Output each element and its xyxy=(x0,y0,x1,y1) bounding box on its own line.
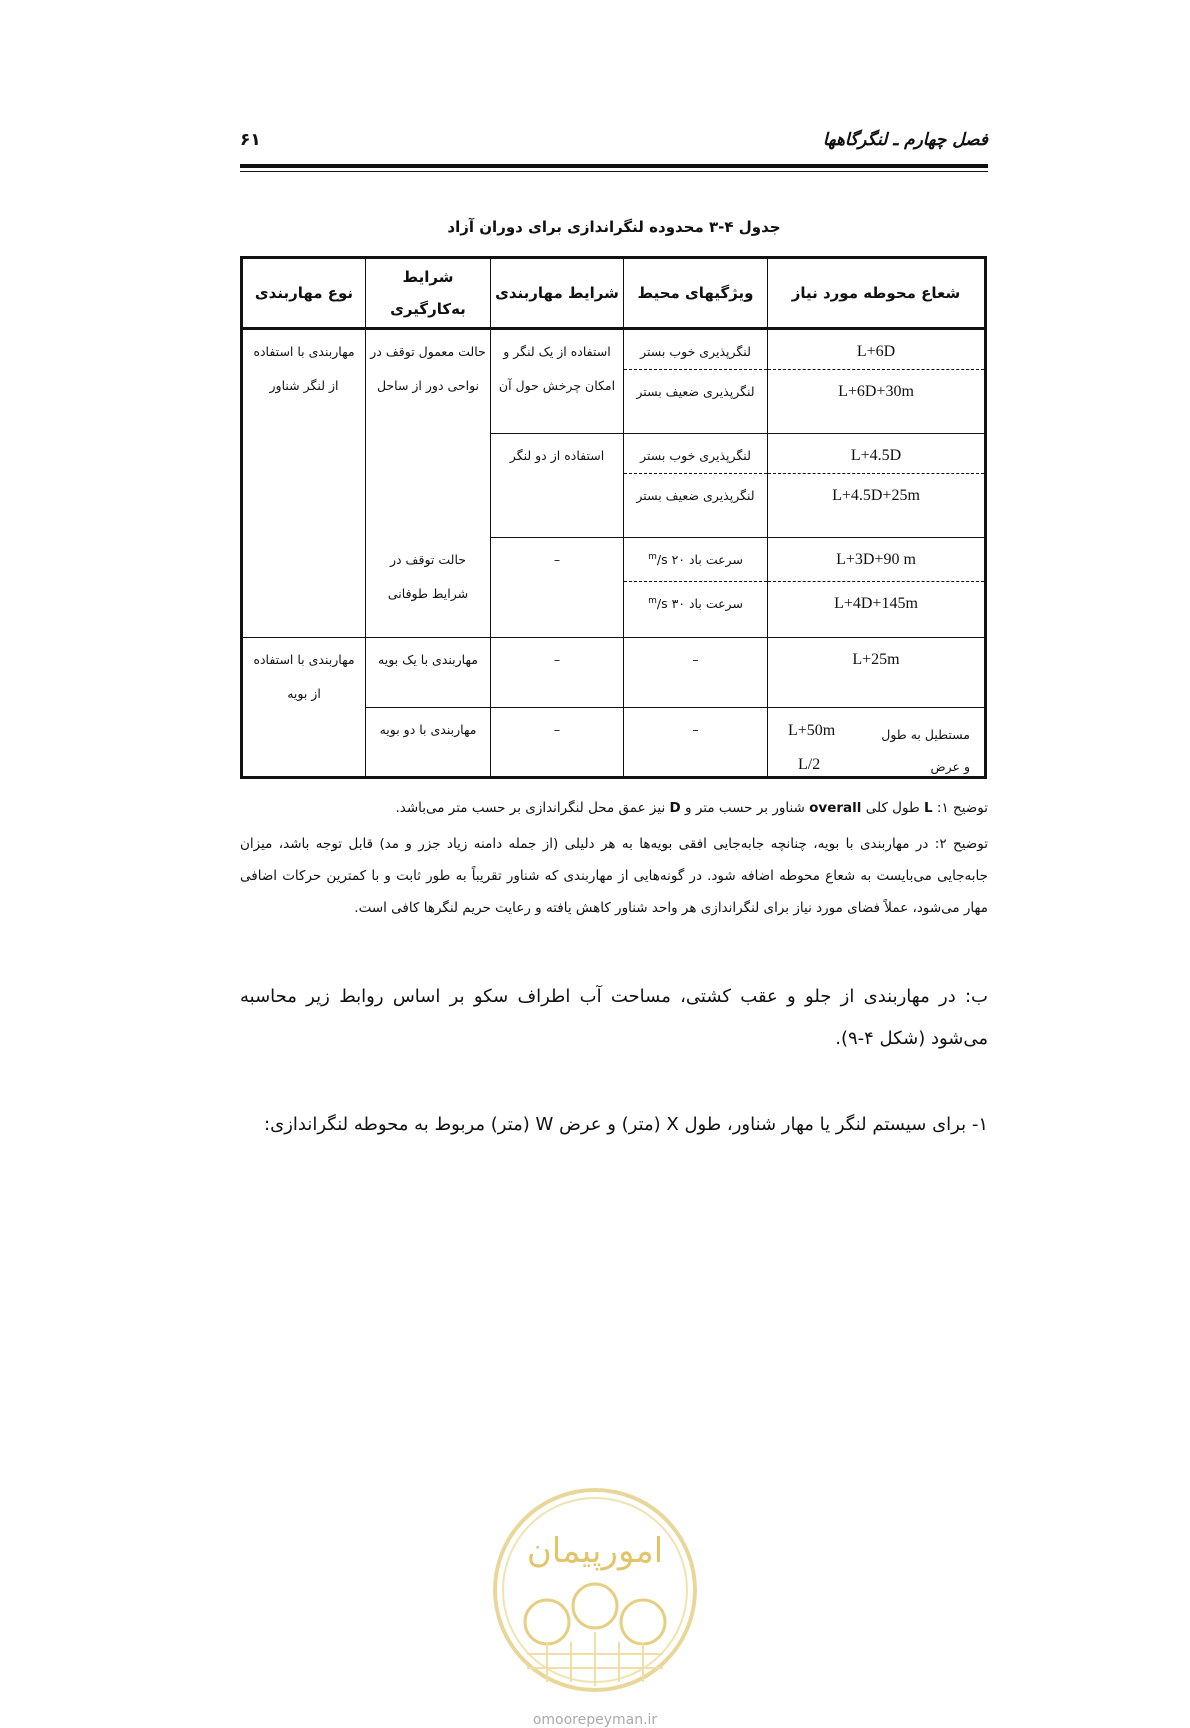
operation-cell: حالت توقف در شرایط طوفانی xyxy=(366,538,491,638)
rect-text-width: و عرض xyxy=(930,759,970,774)
rect-length-value: L+50m xyxy=(788,722,836,739)
watermark-logo-icon xyxy=(487,1482,703,1698)
watermark-logo-text: امورپیمان xyxy=(526,1531,664,1571)
radius-cell: L+6D xyxy=(768,329,986,370)
environment-cell: لنگرپذیری خوب بستر xyxy=(624,434,768,474)
header-operation-conditions: شرایط به‌کارگیری xyxy=(366,258,491,329)
type-cell: مهاربندی با استفاده از لنگر شناور xyxy=(242,329,366,638)
table-note-1: توضیح ۱: L طول کلی overall شناور بر حسب متر و D نیز عمق محل لنگراندازی بر حسب متر می‌باشد. xyxy=(395,800,988,816)
radius-cell: L+4.5D xyxy=(768,434,986,474)
environment-cell: – xyxy=(624,708,768,778)
radius-cell: L+6D+30m xyxy=(768,370,986,434)
header-rule-thick xyxy=(240,164,988,168)
operation-cell: حالت معمول توقف در نواحی دور از ساحل xyxy=(366,329,491,538)
environment-cell: لنگرپذیری ضعیف بستر xyxy=(624,370,768,434)
radius-cell: L+4.5D+25m xyxy=(768,474,986,538)
rect-text-length: مستطیل به طول xyxy=(881,727,970,742)
mooring-cell: استفاده از دو لنگر xyxy=(491,434,624,538)
environment-cell: سرعت باد ۳۰ $^m$/s xyxy=(624,582,768,638)
mooring-cell: – xyxy=(491,638,624,708)
mooring-cell: – xyxy=(491,708,624,778)
anchorage-table xyxy=(240,256,987,779)
header-mooring-type: نوع مهاربندی xyxy=(242,258,366,329)
page-number: ۶۱ xyxy=(240,130,261,150)
chapter-title: فصل چهارم ـ لنگرگاهها xyxy=(822,130,988,150)
header-rule-thin xyxy=(240,171,988,172)
operation-cell: مهاربندی با دو بویه xyxy=(366,708,491,778)
paragraph-b: ب: در مهاربندی از جلو و عقب کشتی، مساحت آب اطراف سکو بر اساس روابط زیر محاسبه می‌شود (شکل ۴-۹). xyxy=(240,986,988,1049)
header-environment: ویژگیهای محیط xyxy=(624,258,768,329)
rect-width-value: L/2 xyxy=(798,756,821,773)
table-header-row xyxy=(242,258,986,329)
table-row xyxy=(242,329,986,370)
operation-cell: مهاربندی با یک بویه xyxy=(366,638,491,708)
environment-cell: لنگرپذیری خوب بستر xyxy=(624,329,768,370)
radius-cell xyxy=(768,708,986,778)
table-caption: جدول ۴-۳ محدوده لنگراندازی برای دوران آزاد xyxy=(447,218,781,236)
table-row xyxy=(242,638,986,708)
header-radius: شعاع محوطه مورد نیاز xyxy=(768,258,986,329)
mooring-cell: – xyxy=(491,538,624,638)
mooring-cell: استفاده از یک لنگر و امکان چرخش حول آن xyxy=(491,329,624,434)
page-header xyxy=(240,128,988,160)
environment-cell: – xyxy=(624,638,768,708)
paragraph-1: ۱- برای سیستم لنگر یا مهار شناور، طول X (متر) و عرض W (متر) مربوط به محوطه لنگراندازی: xyxy=(264,1114,988,1135)
radius-cell: L+25m xyxy=(768,638,986,708)
watermark-site-text: omoorepeyman.ir xyxy=(532,1712,658,1728)
environment-cell: لنگرپذیری ضعیف بستر xyxy=(624,474,768,538)
header-mooring-conditions: شرایط مهاربندی xyxy=(491,258,624,329)
table-note-2: توضیح ۲: در مهاربندی با بویه، چنانچه جابه‌جایی افقی بویه‌ها به هر دلیلی (از جمله دامنه زیاد جزر و مد) قابل توجه باشد، میزان جابه‌جایی می‌بایست به شعاع محوطه اضافه شود. در گونه‌هایی از مهاربندی که شناور تقریباً به طور ثابت و با کمترین حرکات اضافی مهار می‌شود، عملاً فضای مورد نیاز برای لنگراندازی هر واحد شناور کاهش یافته و رعایت حریم لنگرها کافی است. xyxy=(240,836,988,916)
environment-cell: سرعت باد ۲۰ $^m$/s xyxy=(624,538,768,582)
radius-cell: L+4D+145m xyxy=(768,582,986,638)
radius-cell: L+3D+90 m xyxy=(768,538,986,582)
type-cell: مهاربندی با استفاده از بویه xyxy=(242,638,366,778)
